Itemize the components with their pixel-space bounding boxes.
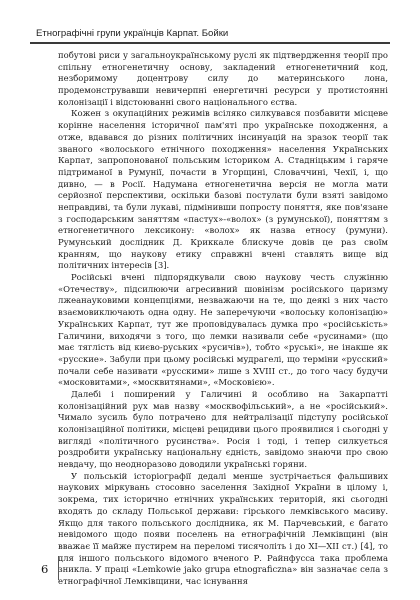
paragraph: Кожен з окупаційних режимів всіляко силкувався позбавити місцеве корінне населення історичної пам'яті про українське походження, а отже, вдавався до різних політичних інсинуацій на зразок теорії так званого «волоського етнічного походження» населення Українських Карпат, запропонованої польським істориком А. Стадніцьким і гаряче підтриманої в Румунії, почасти в Угорщині, Словаччині, Чехії, і, що дивно, — в Росії. Надумана етногенетична версія не могла мати серйозної перспективи, оскільки базові постулати були взяті завідомо неправдиві, та були лукаві, підмінивши попросту поняття, яке пов'язане з господарським заняттям «пастух»-«волох» (з румунської), поняттям з етногенетичного лексикону: «волох» як назва етносу (румуни). Румунський дослідник Д. Криккале блискуче довів це раз своїм кранням, що наукову етику справжні вчені ставлять вище від політичних інтересів [3]. [58,108,388,271]
header-rule [30,42,390,44]
body-text [58,50,388,588]
paragraph: побутові риси у загальноукраїнському руслі як підтвердження теорії про спільну етногенетичну основу, закладений етногенетичний код, незборимому доцентрову силу до материнського лона, продемонструвавши невичерпні енергетичні ресурси у протистоянні колонізації і відстоюванні свого національного єства. [58,50,388,107]
paragraph: Російські вчені підпорядкували свою наукову честь служінню «Отечеству», підсилюючи агресивний шовінізм російського царизму лжеанауковими концепціями, незважаючи на те, що деякі з них часто взаємовиключають одна одну. Не заперечуючи «волоську колонізацію» Українських Карпат, тут же проповідувалась думка про «російськість» Галичини, виходячи з того, що лемки називали себе «русинами» (що має тяглість від києво-руських «русичів»), тобто «руські», не інакше як «русские». Забули при цьому російські мудрагелі, що терміни «русский» почали себе називати «русскими» лише з XVIII ст., до того часу будучи «московитами», «москвитянами», «Московією». [58,272,388,388]
paragraph: У польській історіографії дедалі менше зустрічається фальшивих наукових міркувань стосовно заселення Західної України в цілому і, зокрема, тих історично етнічних українських територій, які сьогодні входять до складу Польської держави: гірського лемківського масиву. Якщо для такого польського дослідника, як М. Парчевський, є багато невідомого щодо появи поселень на етнографічній Лемківщині (він вважає її майже пустирем на переломі тисячоліть і до XI—XII ст.) [4], то для іншого польського відомого вченого Р. Райнфусса така проблема зникла. У праці «Lemkowie jako grupa etnograficzna» він зазначає села з етнографічної Лемківщини, час існування [58,470,388,586]
running-header: Етнографічні групи українців Карпат. Бойки [36,28,229,39]
margin-rule [58,556,59,580]
page-number: 6 [41,562,49,576]
paragraph: Далебі і поширений у Галичині й особливо на Закарпатті колонізаційний рух мав назву «москвофільський», а не «російський». Чимало зусиль було потрачено для нейтралізації підступу російської колонізаційної політики, місцеві рецидиви цього проявилися і сьогодні у вигляді «політичного русинства». Росія і тоді, і тепер силкується роздробити українську національну єдність, завідомо знаючи про свою невдачу, що неодноразово доводили українські горяни. [58,388,388,470]
